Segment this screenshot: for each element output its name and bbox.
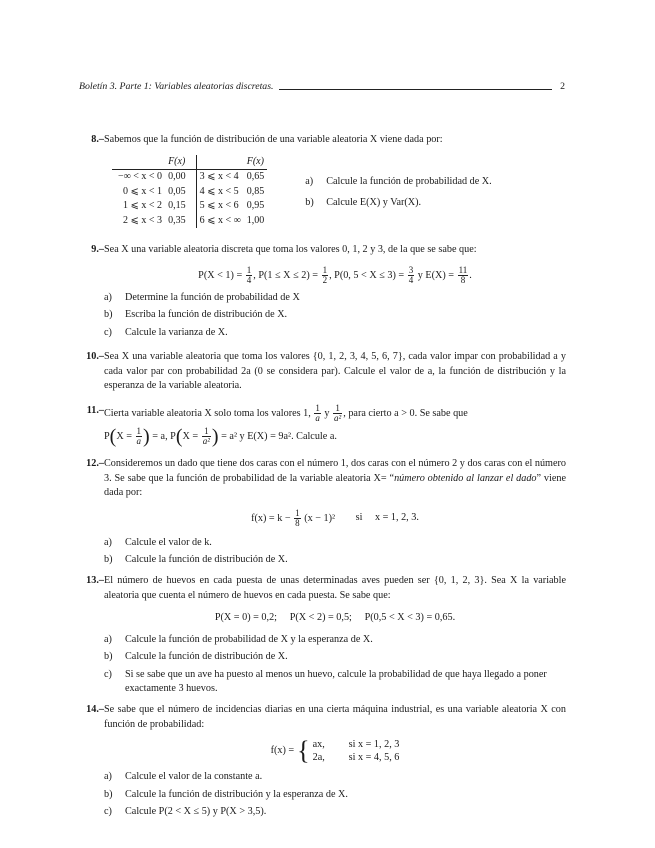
problem-text: Se sabe que el número de incidencias diarias en una cierta máquina industrial, es una variable aleatoria X con función de probabilidad: [104, 704, 566, 730]
problem-number: 10.– [86, 351, 104, 362]
problem-number: 11.– [86, 405, 104, 416]
problem-8 [78, 133, 566, 228]
question-item: a) Determine la función de probabilidad de X [104, 291, 300, 303]
question-item: b) Calcule la función de distribución y la esperanza de X. [104, 788, 348, 800]
question-item: c) Calcule la varianza de X. [104, 326, 228, 338]
problem-9 [78, 243, 566, 340]
table-row: −∞ < x < 0 0,00 3 ⩽ x < 4 0,65 [112, 170, 267, 185]
question-item: c) Si se sabe que un ave ha puesto al menos un huevo, calcule la probabilidad de que haya llegado a poner exactamente 3 huevos. [104, 668, 547, 694]
header-rule [279, 88, 552, 90]
problem-number: 14.– [86, 704, 104, 715]
problem-number: 12.– [86, 458, 104, 469]
problem-text: El número de huevos en cada puesta de unas determinadas aves pueden ser {0, 1, 2, 3}. Sea X la variable aleatoria que cuenta el número de huevos en cada puesta. Se sabe que: [104, 575, 566, 601]
problem-14 [78, 703, 566, 820]
problem-text: Cierta variable aleatoria X solo toma los valores 1, $\frac{1}{a}$ y $\frac{1}{\text{a²}}$ , para cierto a > 0. Se sabe que [104, 403, 468, 423]
table-row: 0 ⩽ x < 1 0,05 4 ⩽ x < 5 0,85 [112, 185, 267, 200]
problem-10 [78, 350, 566, 394]
question-item: a) Calcule la función de probabilidad de X y la esperanza de X. [104, 633, 373, 645]
question-item: a) Calcule el valor de la constante a. [104, 771, 263, 782]
problem-intro: Sea X una variable aleatoria discreta que toma los valores 0, 1, 2 y 3, de la que se sabe que: [104, 244, 477, 255]
problem-text: Consideremos un dado que tiene dos caras con el número 1, dos caras con el número 2 y dos caras con el número 3. Se sabe que la función de probabilidad de la variable aleatoria X= “número obtenido al lanzar el dado” viene dada por: [104, 458, 566, 498]
question-item: b) Escriba la función de distribución de X. [104, 309, 288, 320]
question-item: b) Calcule la función de distribución de X. [104, 554, 288, 565]
question-item: a) Calcule la función de probabilidad de X. [305, 175, 492, 187]
question-item: b) Calcule la función de distribución de X. [104, 651, 288, 662]
table-row: 2 ⩽ x < 3 0,35 6 ⩽ x < ∞ 1,00 [112, 214, 267, 229]
page-header [79, 80, 565, 94]
distribution-table [112, 155, 267, 229]
problem-number: 8.– [91, 134, 104, 145]
question-item: a) Calcule el valor de k. [104, 536, 212, 548]
table-header: F(x) [168, 155, 186, 167]
page-number: 2 [560, 80, 565, 92]
problem-text: Sea X una variable aleatoria que toma los valores {0, 1, 2, 3, 4, 5, 6, 7}, cada valor impar con probabilidad a y cada valor par con probabilidad 2a (0 se considera par). Calcule el valor de a, la función de distribución y la esperanza de la variable aleatoria. [104, 351, 566, 391]
problem-intro: Sabemos que la función de distribución de una variable aleatoria X viene dada por: [104, 134, 443, 145]
problem-number: 13.– [86, 575, 104, 586]
table-row: 1 ⩽ x < 2 0,15 5 ⩽ x < 6 0,95 [112, 199, 267, 214]
problem-equation: P(X = $\frac{1}{a}$ ) = a, P(X = $\frac{1}{\text{a²}}$ ) = a² y E(X) = 9a². Calcule a. [104, 425, 337, 448]
question-item: b) Calcule E(X) y Var(X). [305, 197, 422, 209]
table-header: F(x) [246, 155, 264, 167]
problem-number: 9.– [91, 244, 104, 255]
display-equation: P(X = 0) = 0,2; P(X < 2) = 0,5; P(0,5 < X < 3) = 0,65. [214, 612, 456, 623]
problem-11 [78, 404, 566, 446]
display-equation: f(x) = { ax, si x = 1, 2, 3 2a, si x = 4, 5, 6 [270, 736, 400, 765]
display-equation: P(X < 1) = $\frac{1}{4}$ , P(1 ≤ X ≤ 2) = $\frac{1}{2}$ , P(0, 5 < X ≤ 3) = $\frac{3}{4}$ y E(X) = $\frac{11}{8}$ . [198, 264, 472, 285]
header-title: Boletín 3. Parte 1: Variables aleatorias discretas. [79, 80, 274, 92]
question-item: c) Calcule P(2 < X ≤ 5) y P(X > 3,5). [104, 806, 267, 817]
problem-13 [78, 574, 566, 697]
problem-12 [78, 457, 566, 568]
display-equation: f(x) = k − $\frac{1}{8}$ (x − 1)² si x = 1, 2, 3. [251, 507, 419, 528]
